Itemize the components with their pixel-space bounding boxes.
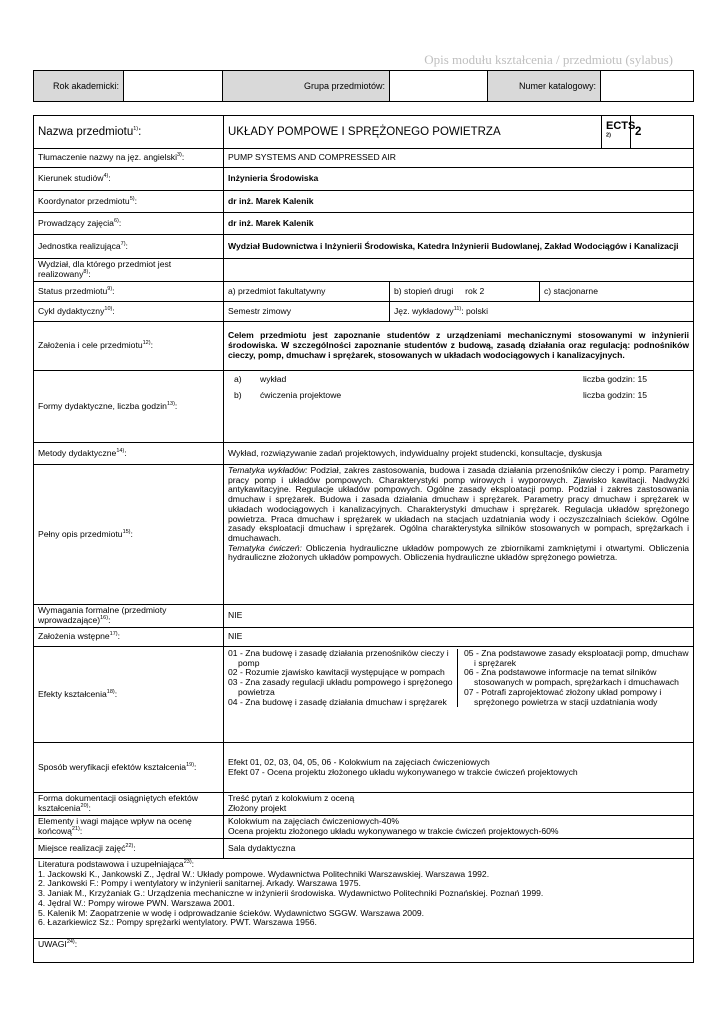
outcome-item: 07 - Potrafi zaprojektować złożony układ pompowy i sprężonego powietrza w stacji uzdatniania wody (464, 686, 662, 707)
requirements-value: NIE (224, 605, 694, 628)
literature-item: 2. Jankowski F.: Pompy i wentylatory w inżynierii sanitarnej. Arkady. Warszawa 1975. (38, 878, 361, 889)
place-value: Sala dydaktyczna (224, 839, 694, 859)
catalog-number-label: Numer katalogowy: (488, 71, 601, 102)
faculty-label: Wydział, dla którego przedmiot jest realizowany$^{8)}$: (34, 259, 224, 282)
ects-value: 2 (631, 116, 694, 149)
notes-cell: UWAGI$^{24)}$: (34, 939, 694, 963)
prereq-label: Założenia wstępne$^{17)}$: (34, 628, 224, 647)
goals-label: Założenia i cele przedmiotu$^{12)}$: (34, 322, 224, 371)
syllabus-table (33, 115, 694, 963)
status-c: c) stacjonarne (540, 282, 694, 302)
verification-label: Sposób weryfikacji efektów kształcenia$^{19)}$: (34, 743, 224, 793)
cycle-semester: Semestr zimowy (224, 302, 390, 322)
literature-item: 6. Łazarkiewicz Sz.: Pompy sprężarki wentylatory. PWT. Warszawa 1956. (38, 917, 317, 928)
coordinator-label: Koordynator przedmiotu$^{5)}$: (34, 191, 224, 213)
translation-label: Tłumaczenie nazwy na jęz. angielski$^{3)}$: (34, 149, 224, 168)
documentation-line: Treść pytań z kolokwium z oceną (228, 793, 355, 804)
subject-group-label: Grupa przedmiotów: (223, 71, 390, 102)
outcome-item: 02 - Rozumie zjawisko kawitacji występujące w pompach (228, 667, 445, 678)
verification-line: Efekt 01, 02, 03, 04, 05, 06 - Kolokwium na zajęciach ćwiczeniowych (228, 756, 490, 767)
field-value: Inżynieria Środowiska (224, 168, 694, 191)
cycle-language: Jęz. wykładowy$^{11)}$: polski (390, 302, 694, 322)
weights-value (224, 816, 694, 839)
documentation-value (224, 793, 694, 816)
field-label: Kierunek studiów$^{4)}$: (34, 168, 224, 191)
translation-value: PUMP SYSTEMS AND COMPRESSED AIR (224, 149, 694, 168)
status-a: a) przedmiot fakultatywny (224, 282, 390, 302)
goals-value: Celem przedmiotu jest zapoznanie studentów z urządzeniami mechanicznymi stosowanymi w inżynierii środowiska. W szczególności zapoznanie studentów z budową, zasadą działania oraz regulacją: podnośników cieczy, pomp, dmuchaw i sprężarek, stosowanych w układach wodociągowych i kanalizacyjnych. (224, 322, 694, 371)
unit-label: Jednostka realizująca$^{7)}$: (34, 235, 224, 259)
coordinator-value: dr inż. Marek Kalenik (224, 191, 694, 213)
literature-item: 1. Jackowski K., Jankowski Z., Jędral W.: Układy pompowe. Wydawnictwa Politechniki Warszawskiej. Warszawa 1992. (38, 868, 490, 879)
methods-value: Wykład, rozwiązywanie zadań projektowych, indywidualny projekt studencki, konsultacje, dyskusja (224, 443, 694, 465)
literature-label: Literatura podstawowa i uzupełniająca$^{23)}$: (38, 859, 195, 869)
full-desc-value: Tematyka wykładów: Podział, zakres zastosowania, budowa i zasada działania przenośników cieczy i pomp. Parametry pracy pomp i układów pompowych. Charakterystyki pomp wirowych i wyporowych. Zjawisko kawitacji. Nadwyżki antykawitacyjne. Regulacje układów pompowych. Ogólne zasady eksploatacji pomp. Podział i zakres zastosowania dmuchaw i sprężarek. Budowa i zasada działania dmuchaw i sprężarek. Parametry pracy dmuchaw i sprężarek w układach wodociągowych i kanalizacyjnych. Charakterystyki dmuchaw i sprężarek. Regulacja układów sprężonego powietrza. Praca dmuchaw i sprężarek w układach na stacjach uzdatniania wody i oczyszczalniach ścieków. Ogólne zasady eksploatacji dmuchaw i sprężarek. Ogólna charakterystyka silników stosowanych w pompach, sprężarkach i dmuchawach. Tematyka ćwiczeń: Obliczenia hydrauliczne układów pompowych ze zbiornikami zamkniętymi i otwartymi. Obliczenia hydrauliczne złożonych układów pompowych. Obliczenia hydrauliczne układów sprężonego powietrza. (224, 465, 694, 605)
academic-year-value (124, 71, 223, 102)
teacher-label: Prowadzący zajęcia$^{6)}$: (34, 213, 224, 235)
verification-value (224, 743, 694, 793)
outcome-item: 05 - Zna podstawowe zasady eksploatacji pomp, dmuchaw i sprężarek (464, 648, 689, 668)
outcome-item: 06 - Zna podstawowe informacje na temat silników stosowanych w pompach, sprężarkach i dmuchawach (464, 667, 679, 688)
status-b: b) stopień drugi rok 2 (390, 282, 540, 302)
document-header-title: Opis modułu kształcenia / przedmiotu (sylabus) (424, 52, 673, 67)
requirements-label: Wymagania formalne (przedmioty wprowadzające)$^{16)}$: (34, 605, 224, 628)
forms-value (224, 371, 694, 443)
outcome-item: 01 - Zna budowę i zasadę działania przenośników cieczy i pomp (228, 648, 449, 668)
outcomes-value (224, 647, 694, 743)
status-label: Status przedmiotu$^{9)}$: (34, 282, 224, 302)
literature-cell (34, 859, 694, 939)
methods-label: Metody dydaktyczne$^{14)}$: (34, 443, 224, 465)
forms-label: Formy dydaktyczne, liczba godzin$^{13)}$: (34, 371, 224, 443)
weights-label: Elementy i wagi mające wpływ na ocenę końcową$^{21)}$: (34, 816, 224, 839)
outcome-item: 03 - Zna zasady regulacji układu pompowego i sprężonego powietrza (228, 677, 453, 697)
forms-item: b) ćwiczenia projektowe liczba godzin: 15 (234, 389, 648, 400)
place-label: Miejsce realizacji zajęć$^{22)}$: (34, 839, 224, 859)
ects-label: ECTS $^{2)}$ (602, 116, 631, 149)
literature-item: 4. Jędral W.: Pompy wirowe PWN. Warszawa 2001. (38, 897, 235, 908)
outcomes-right-column (464, 649, 689, 707)
outcomes-left-column (228, 649, 458, 707)
teacher-value: dr inż. Marek Kalenik (224, 213, 694, 235)
top-info-table (33, 70, 694, 102)
academic-year-label: Rok akademicki: (34, 71, 124, 102)
full-desc-label: Pełny opis przedmiotu$^{15)}$: (34, 465, 224, 605)
documentation-label: Forma dokumentacji osiągniętych efektów kształcenia$^{20)}$: (34, 793, 224, 816)
faculty-value (224, 259, 694, 282)
cycle-label: Cykl dydaktyczny$^{10)}$: (34, 302, 224, 322)
subject-group-value (390, 71, 488, 102)
catalog-number-value (601, 71, 694, 102)
forms-item: a) wykład liczba godzin: 15 (234, 374, 648, 384)
course-name-value: UKŁADY POMPOWE I SPRĘŻONEGO POWIETRZA (224, 116, 602, 149)
literature-item: 5. Kalenik M: Zaopatrzenie w wodę i odprowadzanie ścieków. Wydawnictwo SGGW. Warszawa 2009. (38, 907, 425, 918)
documentation-line: Złożony projekt (228, 803, 287, 813)
verification-line: Efekt 07 - Ocena projektu złożonego układu wykonywanego w trakcie ćwiczeń projektowych (228, 766, 578, 777)
weights-line: Ocena projektu złożonego układu wykonywanego w trakcie ćwiczeń projektowych-60% (228, 826, 559, 836)
literature-item: 3. Janiak M., Krzyżaniak G.: Urządzenia mechaniczne w inżynierii środowiska. Wydawnictwo Politechniki Poznańskiej. Poznań 1999. (38, 888, 544, 899)
outcomes-label: Efekty kształcenia$^{18)}$: (34, 647, 224, 743)
course-name-label: Nazwa przedmiotu$^{1)}$: (34, 116, 224, 149)
prereq-value: NIE (224, 628, 694, 647)
weights-line: Kolokwium na zajęciach ćwiczeniowych-40% (228, 816, 399, 827)
unit-value: Wydział Budownictwa i Inżynierii Środowiska, Katedra Inżynierii Budowlanej, Zakład Wodociągów i Kanalizacji (224, 235, 694, 259)
outcome-item: 04 - Zna budowę i zasadę działania dmuchaw i sprężarek (228, 696, 447, 707)
